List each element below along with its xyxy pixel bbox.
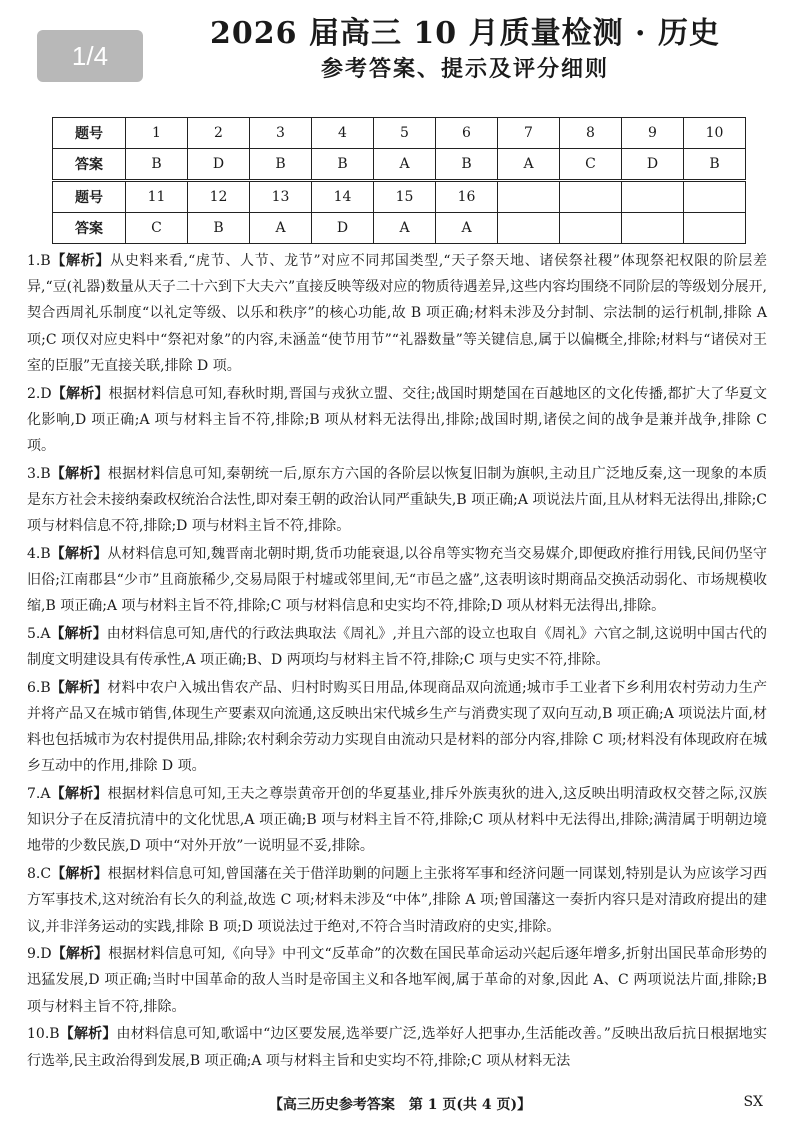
item-text: 根据材料信息可知,春秋时期,晋国与戎狄立盟、交往;战国时期楚国在百越地区的文化传播,都扩大了华夏文化影响,D 项正确;A 项与材料主旨不符,排除;B 项从材料无法得出,排除;战国时期,诸侯之间的战争是兼并战争,排除 C 项。 [27,385,767,454]
table-cell: 9 [622,118,684,149]
table-cell [560,181,622,213]
table-cell: 8 [560,118,622,149]
table-cell: B [684,149,746,181]
table-cell [622,181,684,213]
item-text: 从材料信息可知,魏晋南北朝时期,货币功能衰退,以谷帛等实物充当交易媒介,即便政府推行用钱,民间仍坚守旧俗;江南郡县“少市”且商旅稀少,交易局限于村墟或邻里间,无“市邑之盛”,这表明该时期商品交换活动弱化、市场规模收缩,B 项正确;A 项与材料主旨不符,排除;C 项与材料信息和史实均不符,排除;D 项从材料无法得出,排除。 [27,545,767,615]
row-header: 题号 [53,181,126,213]
page-subtitle: 参考答案、提示及评分细则 [320,56,609,82]
explanation-item [27,675,767,780]
table-cell: A [374,213,436,244]
table-cell: A [374,149,436,181]
table-cell: 10 [684,118,746,149]
table-cell: A [436,213,498,244]
explanation-item [27,1021,767,1073]
item-tag: 【解析】 [50,679,108,696]
item-number: 5.A [27,625,51,642]
item-tag: 【解析】 [51,866,108,883]
table-cell [622,213,684,244]
table-cell: 5 [374,118,436,149]
table-row [53,181,746,213]
explanation-item [27,621,767,673]
table-cell: D [622,149,684,181]
table-cell: 14 [312,181,374,213]
table-cell: 11 [126,181,188,213]
item-number: 3.B [27,465,51,482]
table-cell: B [250,149,312,181]
item-tag: 【解析】 [50,465,108,482]
item-number: 1.B [27,253,51,269]
explanation-item [27,248,767,379]
table-cell [684,213,746,244]
item-text: 由材料信息可知,唐代的行政法典取法《周礼》,并且六部的设立也取自《周礼》六官之制,这说明中国古代的制度文明建设具有传承性,A 项正确;B、D 两项均与材料主旨不符,排除;C 项与史实不符,排除。 [27,625,768,669]
item-number: 9.D [27,946,52,963]
table-cell: 16 [436,181,498,213]
table-cell: B [312,149,374,181]
item-text: 根据材料信息可知,《向导》中刊文“反革命”的次数在国民革命运动兴起后逐年增多,折射出国民革命形势的迅猛发展,D 项正确;当时中国革命的敌人当时是帝国主义和各地军阀,属于革命的对象,因此 A、C 两项说法片面,排除;B 项与材料主旨不符,排除。 [27,946,768,1015]
explanation-item [27,461,767,540]
row-header: 答案 [53,213,126,244]
item-tag: 【解析】 [59,1026,117,1043]
table-cell: 4 [312,118,374,149]
explanation-item [27,941,767,1020]
table-cell: D [188,149,250,181]
table-cell: 15 [374,181,436,213]
item-number: 2.D [27,385,52,402]
table-cell: 6 [436,118,498,149]
item-tag: 【解析】 [51,385,109,402]
item-tag: 【解析】 [50,625,107,642]
table-cell: A [498,149,560,181]
row-header: 答案 [53,149,126,181]
item-text: 从史料来看,“虎节、人节、龙节”对应不同邦国类型,“天子祭天地、诸侯祭社稷”体现祭祀权限的阶层差异,“豆(礼器)数量从天子二十六到下大夫六”直接反映等级对应的物质待遇差异,这些内容均围绕不同阶层的等级划分展开,契合西周礼乐制度“以礼定等级、以乐和秩序”的核心功能,故 B 项正确;材料未涉及分封制、宗法制的运行机制,排除 A 项;C 项仅对应史料中“祭祀对象”的内容,未涵盖“使节用节”“礼器数量”等关键信息,属于以偏概全,排除;材料与“诸侯对王室的臣服”无直接关联,排除 D 项。 [27,253,767,374]
footer-code: SX [743,1094,763,1110]
page-footer: 【高三历史参考答案 第 1 页(共 4 页)】 [268,1097,532,1113]
page-title: 2026 届高三 10 月质量检测 · 历史 [210,16,720,51]
table-cell: A [250,213,312,244]
item-text: 材料中农户入城出售农产品、归村时购买日用品,体现商品双向流通;城市手工业者下乡利用农村劳动力生产并将产品又在城市销售,体现生产要素双向流通,这反映出宋代城乡生产与消费实现了双向互动,B 项正确;A 项说法片面,材料也包括城市为农村提供用品,排除;农村剩余劳动力实现自由流动只是材料的部分内容,排除 C 项;材料没有体现政府在城乡互动中的作用,排除 D 项。 [27,679,768,775]
table-row [53,213,746,244]
item-number: 8.C [27,866,52,883]
item-text: 根据材料信息可知,王夫之尊崇黄帝开创的华夏基业,排斥外族夷狄的进入,这反映出明清政权交替之际,汉族知识分子在反清抗清中的文化忧思,A 项正确;B 项与材料主旨不符,排除;C 项从材料中无法得出,排除;满清属于明朝边境地带的少数民族,D 项中“对外开放”一说明显不妥,排除。 [27,786,767,855]
table-cell: B [188,213,250,244]
item-text: 根据材料信息可知,秦朝统一后,原东方六国的各阶层以恢复旧制为旗帜,主动且广泛地反秦,这一现象的本质是东方社会未接纳秦政权统治合法性,即对秦王朝的政治认同严重缺失,B 项正确;A 项说法片面,且从材料无法得出,排除;C 项与材料信息不符,排除;D 项与材料主旨不符,排除。 [27,465,767,535]
item-tag: 【解析】 [51,946,109,963]
page-badge: 1/4 [37,30,143,82]
table-cell [560,213,622,244]
table-cell: D [312,213,374,244]
item-number: 7.A [27,786,51,803]
explanation-list [27,248,767,1075]
table-cell [498,213,560,244]
explanation-item [27,541,767,620]
item-text: 由材料信息可知,歌谣中“边区要发展,选举要广泛,选举好人把事办,生活能改善。”反映出敌后抗日根据地实行选举,民主政治得到发展,B 项正确;A 项与材料主旨和史实均不符,排除;C 项从材料无法 [27,1026,768,1069]
item-number: 4.B [27,545,51,562]
explanation-item [27,861,767,940]
item-tag: 【解析】 [50,253,111,269]
row-header: 题号 [53,118,126,149]
table-cell: 3 [250,118,312,149]
item-number: 6.B [27,679,51,696]
table-cell: 13 [250,181,312,213]
table-cell: 2 [188,118,250,149]
item-number: 10.B [27,1026,60,1043]
table-cell: B [126,149,188,181]
item-text: 根据材料信息可知,曾国藩在关于借洋助剿的问题上主张将军事和经济问题一同谋划,特别是认为应该学习西方军事技术,这对统治有长久的利益,故选 C 项;材料未涉及“中体”,排除 A 项;曾国藩这一奏折内容只是对清政府提出的建议,并非洋务运动的实践,排除 B 项;D 项说法过于绝对,不符合当时清政府的史实,排除。 [27,866,768,935]
table-cell: C [126,213,188,244]
table-row [53,149,746,181]
item-tag: 【解析】 [50,545,108,562]
table-cell: 1 [126,118,188,149]
item-tag: 【解析】 [50,786,108,803]
table-cell: B [436,149,498,181]
table-cell: 7 [498,118,560,149]
answer-table [52,117,746,244]
table-cell: 12 [188,181,250,213]
table-row [53,118,746,149]
explanation-item [27,781,767,860]
table-cell [498,181,560,213]
explanation-item [27,381,767,460]
table-cell: C [560,149,622,181]
table-cell [684,181,746,213]
